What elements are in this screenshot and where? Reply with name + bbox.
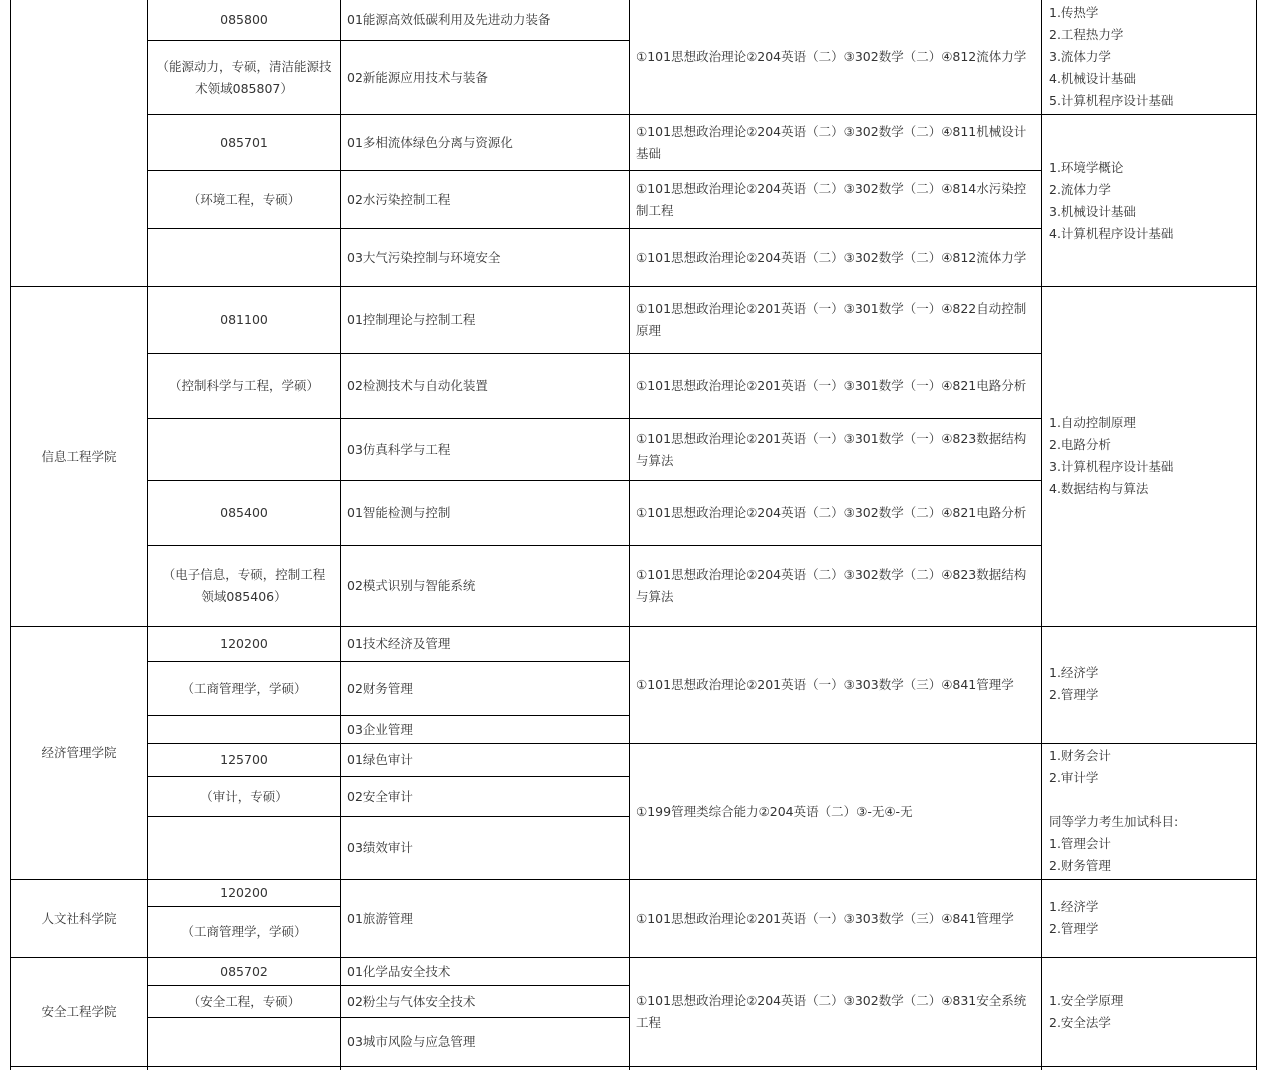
research-direction: 01控制理论与控制工程 (347, 312, 476, 327)
program-major: （环境工程，专硕） (187, 191, 301, 207)
retest-note: 同等学力考生加试科目: (1049, 814, 1179, 829)
spacer (1049, 789, 1249, 811)
exam-subjects: ①101思想政治理论②201英语（一）③303数学（三）④841管理学 (636, 910, 1014, 926)
program-major: （安全工程，专硕） (187, 993, 301, 1009)
program-code: 085702 (220, 963, 268, 979)
college-name: 信息工程学院 (41, 448, 117, 464)
exam-subjects: ①101思想政治理论②204英语（二）③302数学（二）④812流体力学 (636, 49, 1027, 64)
program-code: 085701 (220, 134, 268, 150)
row-border (10, 1066, 1257, 1067)
college-name: 安全工程学院 (41, 1004, 117, 1019)
retest-item: 1.经济学 (1049, 899, 1099, 914)
retest-subjects (1042, 2, 1256, 112)
program-code: 125700 (220, 752, 268, 767)
retest-item: 1.传热学 (1049, 5, 1099, 20)
retest-item: 5.计算机程序设计基础 (1049, 93, 1174, 108)
retest-item: 1.安全学原理 (1049, 993, 1124, 1008)
retest-subjects (1042, 896, 1256, 940)
exam-subjects: ①101思想政治理论②204英语（二）③302数学（二）④831安全系统工程 (636, 993, 1027, 1030)
program-code: 120200 (220, 636, 268, 651)
exam-subjects: ①101思想政治理论②201英语（一）③303数学（三）④841管理学 (636, 677, 1014, 692)
program-code: 120200 (220, 885, 268, 900)
border-right (1256, 0, 1257, 1070)
retest-subjects (1042, 990, 1256, 1034)
program-major: （能源动力，专硕，清洁能源技术领域085807） (156, 58, 332, 96)
exam-subjects: ①101思想政治理论②201英语（一）③301数学（一）④823数据结构与算法 (636, 430, 1027, 468)
retest-item: 1.财务会计 (1049, 748, 1111, 763)
exam-subjects: ①101思想政治理论②201英语（一）③301数学（一）④821电路分析 (636, 378, 1027, 393)
retest-item: 2.工程热力学 (1049, 27, 1124, 42)
program-major: （审计，专硕） (200, 788, 288, 804)
research-direction: 03城市风险与应急管理 (347, 1034, 476, 1049)
retest-item: 1.环境学概论 (1049, 160, 1124, 175)
retest-subjects (1042, 157, 1256, 245)
research-direction: 03绩效审计 (347, 840, 413, 855)
college-name: 人文社科学院 (41, 910, 117, 926)
research-direction: 02模式识别与智能系统 (347, 578, 476, 593)
exam-subjects: ①101思想政治理论②204英语（二）③302数学（二）④811机械设计基础 (636, 123, 1027, 161)
program-major: （工商管理学，学硕） (181, 680, 307, 696)
exam-subjects: ①101思想政治理论②204英语（二）③302数学（二）④812流体力学 (636, 249, 1027, 265)
research-direction: 02水污染控制工程 (347, 191, 451, 207)
exam-subjects: ①199管理类综合能力②204英语（二）③-无④-无 (636, 803, 913, 819)
research-direction: 02财务管理 (347, 680, 413, 696)
exam-subjects: ①101思想政治理论②204英语（二）③302数学（二）④814水污染控制工程 (636, 180, 1027, 218)
research-direction: 01多相流体绿色分离与资源化 (347, 134, 513, 150)
retest-item: 2.管理学 (1049, 921, 1099, 936)
research-direction: 01旅游管理 (347, 910, 413, 926)
program-code: 085400 (220, 505, 268, 520)
retest-item: 1.经济学 (1049, 665, 1099, 680)
retest-subjects (1042, 745, 1256, 877)
retest-item: 2.安全法学 (1049, 1015, 1111, 1030)
research-direction: 01能源高效低碳利用及先进动力装备 (347, 12, 551, 27)
exam-subjects: ①101思想政治理论②204英语（二）③302数学（二）④821电路分析 (636, 505, 1027, 520)
retest-subjects (1042, 412, 1256, 500)
research-direction: 03仿真科学与工程 (347, 441, 451, 457)
retest-item: 3.计算机程序设计基础 (1049, 459, 1174, 474)
exam-subjects: ①101思想政治理论②204英语（二）③302数学（二）④823数据结构与算法 (636, 567, 1027, 604)
research-direction: 01技术经济及管理 (347, 636, 451, 651)
college-name: 经济管理学院 (41, 745, 117, 760)
research-direction: 01智能检测与控制 (347, 505, 451, 520)
program-major: （控制科学与工程，学硕） (168, 378, 319, 393)
retest-item: 4.数据结构与算法 (1049, 481, 1149, 496)
research-direction: 02检测技术与自动化装置 (347, 378, 488, 393)
retest-item: 4.机械设计基础 (1049, 71, 1136, 86)
retest-item: 3.机械设计基础 (1049, 204, 1136, 219)
retest-item: 1.管理会计 (1049, 836, 1111, 851)
exam-subjects: ①101思想政治理论②201英语（一）③301数学（一）④822自动控制原理 (636, 301, 1027, 338)
retest-item: 1.自动控制原理 (1049, 415, 1136, 430)
research-direction: 03大气污染控制与环境安全 (347, 249, 501, 265)
research-direction: 01化学品安全技术 (347, 963, 451, 979)
retest-item: 2.管理学 (1049, 687, 1099, 702)
retest-item: 2.电路分析 (1049, 437, 1111, 452)
research-direction: 02新能源应用技术与装备 (347, 69, 488, 85)
retest-item: 3.流体力学 (1049, 49, 1111, 64)
retest-subjects (1042, 662, 1256, 706)
research-direction: 01绿色审计 (347, 752, 413, 767)
research-direction: 03企业管理 (347, 721, 413, 737)
research-direction: 02安全审计 (347, 788, 413, 804)
research-direction: 02粉尘与气体安全技术 (347, 993, 476, 1009)
program-code: 085800 (220, 12, 268, 27)
retest-item: 4.计算机程序设计基础 (1049, 226, 1174, 241)
retest-item: 2.审计学 (1049, 770, 1099, 785)
retest-item: 2.财务管理 (1049, 858, 1111, 873)
program-code: 081100 (220, 312, 268, 327)
retest-item: 2.流体力学 (1049, 182, 1111, 197)
program-major: （电子信息，专硕，控制工程领域085406） (162, 567, 326, 604)
program-major: （工商管理学，学硕） (181, 924, 307, 939)
